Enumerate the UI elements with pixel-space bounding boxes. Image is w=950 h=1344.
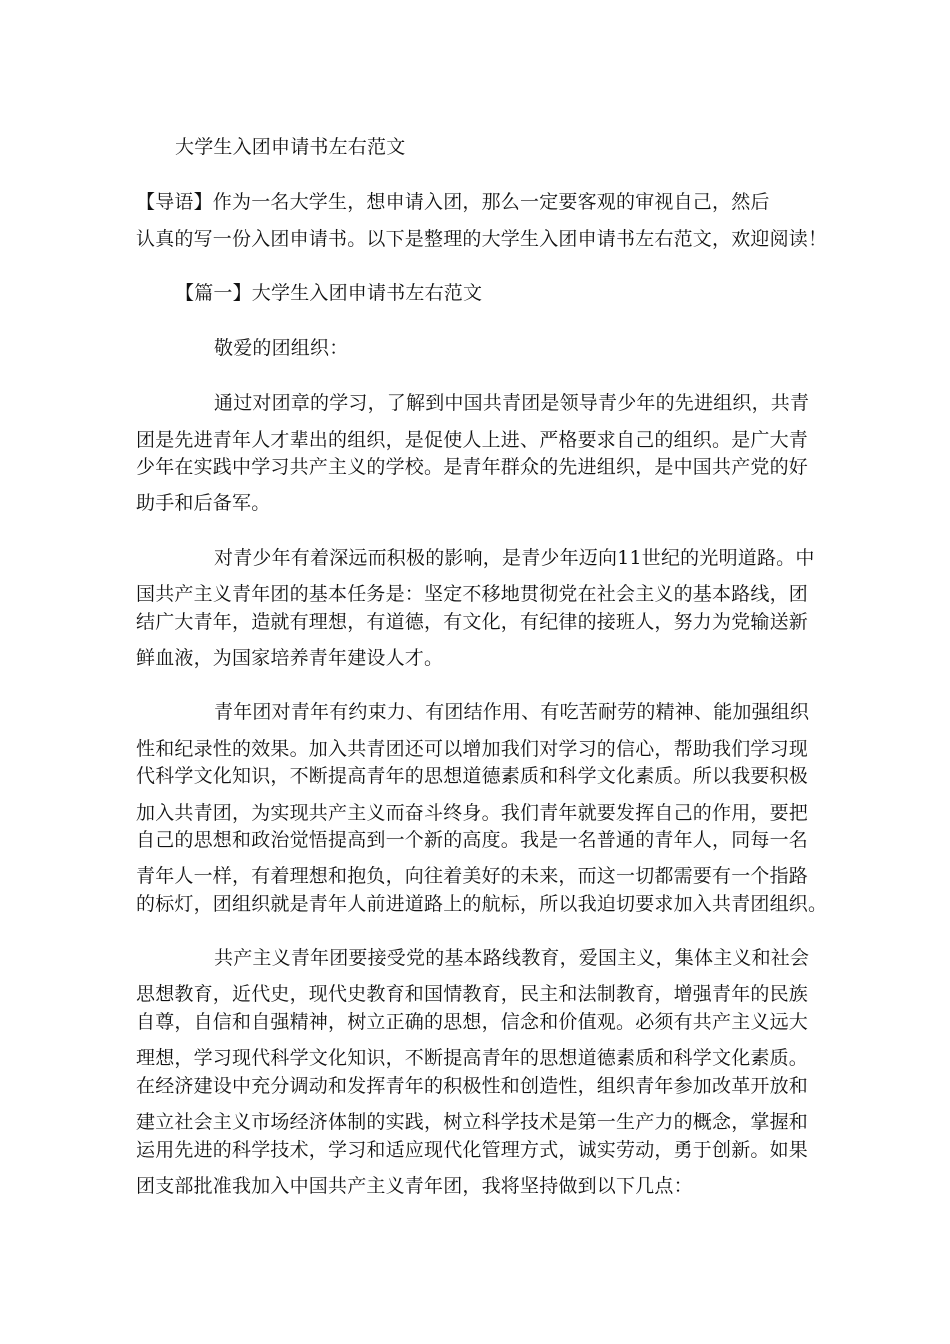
paragraph-line: 结广大青年，造就有理想，有道德，有文化，有纪律的接班人，努力为党输送新 [136,611,809,633]
paragraph-line: 建立社会主义市场经济体制的实践，树立科学技术是第一生产力的概念，掌握和 [136,1111,809,1133]
paragraph-line: 自尊，自信和自强精神，树立正确的思想，信念和价值观。必须有共产主义远大 [136,1011,809,1033]
paragraph-line: 在经济建设中充分调动和发挥青年的积极性和创造性，组织青年参加改革开放和 [136,1075,809,1097]
paragraph-line: 鲜血液，为国家培养青年建设人才。 [136,647,444,669]
paragraph-line: 助手和后备军。 [136,492,271,514]
paragraph-line: 青年团对青年有约束力、有团结作用、有吃苦耐劳的精神、能加强组织 [214,701,810,723]
intro-line: 认真的写一份入团申请书。以下是整理的大学生入团申请书左右范文，欢迎阅读！ [136,228,828,250]
paragraph-line: 少年在实践中学习共产主义的学校。是青年群众的先进组织，是中国共产党的好 [136,456,809,478]
paragraph-line: 通过对团章的学习，了解到中国共青团是领导青少年的先进组织，共青 [214,392,810,414]
paragraph-line: 共产主义青年团要接受党的基本路线教育，爱国主义，集体主义和社会 [214,947,810,969]
salutation: 敬爱的团组织： [214,337,349,359]
intro-line: 【导语】作为一名大学生，想申请入团，那么一定要客观的审视自己，然后 [136,191,770,213]
document-title: 大学生入团申请书左右范文 [175,136,406,158]
paragraph-line: 性和纪录性的效果。加入共青团还可以增加我们对学习的信心，帮助我们学习现 [136,738,809,760]
paragraph-line: 青年人一样，有着理想和抱负，向往着美好的未来，而这一切都需要有一个指路 [136,865,809,887]
paragraph-line: 的标灯，团组织就是青年人前进道路上的航标，所以我迫切要求加入共青团组织。 [136,893,828,915]
paragraph-line: 代科学文化知识，不断提高青年的思想道德素质和科学文化素质。所以我要积极 [136,765,809,787]
paragraph-line: 运用先进的科学技术，学习和适应现代化管理方式，诚实劳动，勇于创新。如果 [136,1139,809,1161]
paragraph-line: 思想教育，近代史，现代史教育和国情教育，民主和法制教育，增强青年的民族 [136,983,809,1005]
paragraph-line: 团支部批准我加入中国共产主义青年团，我将坚持做到以下几点： [136,1175,693,1197]
paragraph-line: 国共产主义青年团的基本任务是：坚定不移地贯彻党在社会主义的基本路线，团 [136,583,809,605]
paragraph-line: 团是先进青年人才辈出的组织，是促使人上进、严格要求自己的组织。是广大青 [136,429,809,451]
paragraph-line: 对青少年有着深远而积极的影响，是青少年迈向11世纪的光明道路。中 [214,547,815,569]
section-heading: 【篇一】大学生入团申请书左右范文 [175,282,483,304]
paragraph-line: 自己的思想和政治觉悟提高到一个新的高度。我是一名普通的青年人，同每一名 [136,829,809,851]
paragraph-line: 理想，学习现代科学文化知识，不断提高青年的思想道德素质和科学文化素质。 [136,1047,809,1069]
paragraph-line: 加入共青团，为实现共产主义而奋斗终身。我们青年就要发挥自己的作用，要把 [136,802,809,824]
